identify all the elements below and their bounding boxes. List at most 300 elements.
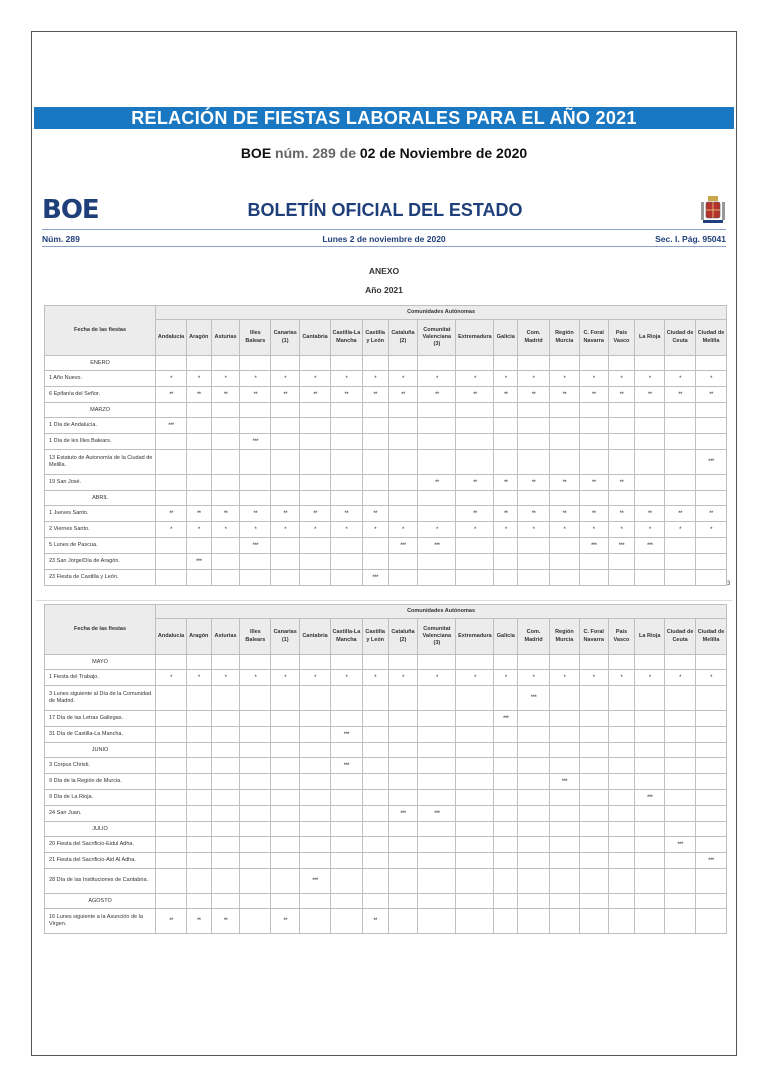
- holiday-mark: **: [196, 510, 201, 517]
- holiday-cell: [549, 475, 579, 491]
- holiday-cell: [156, 387, 187, 403]
- holiday-cell: [456, 686, 494, 711]
- holiday-cell: [186, 538, 211, 554]
- holiday-cell: [696, 387, 727, 403]
- holiday-row: [45, 670, 727, 686]
- header-column: La Rioja: [635, 320, 665, 356]
- empty-cell: [608, 356, 635, 371]
- empty-cell: [300, 356, 331, 371]
- holiday-cell: [418, 570, 456, 586]
- holiday-mark: ***: [168, 422, 174, 429]
- holiday-cell: [665, 538, 696, 554]
- holiday-cell: [665, 837, 696, 853]
- empty-cell: [300, 894, 331, 909]
- holiday-cell: [608, 387, 635, 403]
- holiday-mark: **: [709, 391, 713, 398]
- holiday-cell: [579, 727, 608, 743]
- holiday-cell: [494, 774, 518, 790]
- empty-cell: [608, 491, 635, 506]
- holiday-cell: [696, 774, 727, 790]
- holiday-cell: [665, 869, 696, 894]
- holiday-cell: [518, 790, 550, 806]
- empty-cell: [418, 743, 456, 758]
- holiday-cell: [696, 806, 727, 822]
- empty-cell: [518, 894, 550, 909]
- holiday-cell: [186, 727, 211, 743]
- holiday-mark: *: [504, 526, 507, 533]
- holiday-cell: [186, 806, 211, 822]
- holiday-cell: [456, 837, 494, 853]
- holiday-cell: [240, 790, 271, 806]
- holiday-cell: [388, 837, 418, 853]
- holiday-mark: *: [402, 674, 404, 681]
- holiday-cell: [549, 450, 579, 475]
- holiday-cell: [518, 686, 550, 711]
- holiday-mark: **: [503, 391, 508, 398]
- holiday-mark: *: [374, 526, 377, 533]
- empty-cell: [362, 743, 388, 758]
- holiday-label: 28 Día de las Instituciones de Cantabria.: [45, 869, 156, 894]
- empty-cell: [518, 822, 550, 837]
- holiday-cell: [418, 909, 456, 934]
- month-label: JUNIO: [45, 743, 156, 758]
- holiday-cell: [518, 506, 550, 522]
- holiday-mark: **: [647, 510, 652, 517]
- holiday-label: 21 Fiesta del Sacrificio-Aid Al Adha.: [45, 853, 156, 869]
- empty-cell: [418, 356, 456, 371]
- empty-cell: [549, 743, 579, 758]
- holiday-cell: [156, 758, 187, 774]
- holiday-row: [45, 538, 727, 554]
- holiday-cell: [388, 371, 418, 387]
- holiday-cell: [696, 554, 727, 570]
- holiday-cell: [494, 758, 518, 774]
- holiday-row: [45, 869, 727, 894]
- holiday-cell: [696, 475, 727, 491]
- empty-cell: [240, 655, 271, 670]
- holiday-cell: [240, 522, 271, 538]
- holiday-cell: [579, 853, 608, 869]
- empty-cell: [579, 403, 608, 418]
- holiday-mark: **: [678, 510, 682, 517]
- holiday-cell: [330, 727, 362, 743]
- holiday-cell: [608, 853, 635, 869]
- holiday-cell: [608, 418, 635, 434]
- holiday-cell: [271, 506, 300, 522]
- holiday-cell: [240, 538, 271, 554]
- holiday-cell: [696, 506, 727, 522]
- header-column: Aragón: [186, 619, 211, 655]
- holiday-cell: [211, 711, 240, 727]
- header-column: Castilla-La Mancha: [330, 619, 362, 655]
- holiday-cell: [608, 670, 635, 686]
- holiday-label: 17 Día de las Letras Gallegas.: [45, 711, 156, 727]
- empty-cell: [608, 822, 635, 837]
- empty-cell: [186, 491, 211, 506]
- holiday-mark: **: [591, 391, 596, 398]
- holiday-cell: [300, 869, 331, 894]
- holiday-cell: [156, 538, 187, 554]
- holiday-cell: [388, 522, 418, 538]
- empty-cell: [156, 356, 187, 371]
- holiday-cell: [696, 727, 727, 743]
- holiday-cell: [518, 837, 550, 853]
- holiday-mark: *: [592, 526, 595, 533]
- holiday-cell: [696, 418, 727, 434]
- holiday-cell: [549, 837, 579, 853]
- holiday-mark: ***: [434, 542, 440, 549]
- empty-cell: [330, 403, 362, 418]
- holiday-cell: [665, 387, 696, 403]
- month-label: ENERO: [45, 356, 156, 371]
- header-date-column: Fecha de las fiestas: [45, 605, 156, 655]
- holiday-cell: [579, 371, 608, 387]
- holiday-cell: [579, 790, 608, 806]
- holiday-mark: *: [254, 375, 257, 382]
- holiday-cell: [186, 371, 211, 387]
- holiday-cell: [608, 837, 635, 853]
- header-column: Región Murcia: [549, 619, 579, 655]
- holiday-cell: [211, 387, 240, 403]
- empty-cell: [211, 403, 240, 418]
- empty-cell: [418, 655, 456, 670]
- holiday-cell: [518, 711, 550, 727]
- holiday-mark: **: [196, 918, 201, 924]
- empty-cell: [494, 743, 518, 758]
- holiday-cell: [271, 758, 300, 774]
- holiday-mark: *: [648, 526, 651, 533]
- holiday-cell: [330, 853, 362, 869]
- holiday-cell: [362, 434, 388, 450]
- holiday-mark: ***: [708, 857, 714, 864]
- holiday-cell: [388, 853, 418, 869]
- empty-cell: [665, 403, 696, 418]
- holiday-cell: [330, 570, 362, 586]
- holiday-cell: [635, 450, 665, 475]
- holiday-cell: [156, 506, 187, 522]
- holiday-mark: **: [313, 391, 317, 398]
- holiday-cell: [456, 434, 494, 450]
- holiday-cell: [271, 371, 300, 387]
- page-mark: 3: [727, 581, 731, 587]
- holiday-cell: [456, 506, 494, 522]
- header-column: Andalucía: [156, 619, 187, 655]
- holiday-cell: [494, 554, 518, 570]
- holiday-row: [45, 554, 727, 570]
- holiday-cell: [330, 506, 362, 522]
- empty-cell: [418, 894, 456, 909]
- holiday-cell: [494, 853, 518, 869]
- holiday-cell: [156, 837, 187, 853]
- empty-cell: [549, 403, 579, 418]
- header-column: Galicia: [494, 619, 518, 655]
- holiday-cell: [635, 711, 665, 727]
- holiday-label: 31 Día de Castilla-La Mancha.: [45, 727, 156, 743]
- empty-cell: [549, 894, 579, 909]
- empty-cell: [362, 356, 388, 371]
- holiday-mark: **: [562, 391, 567, 398]
- empty-cell: [549, 491, 579, 506]
- holiday-cell: [362, 686, 388, 711]
- holiday-cell: [696, 434, 727, 450]
- holiday-cell: [271, 387, 300, 403]
- holiday-cell: [362, 538, 388, 554]
- holiday-mark: **: [253, 510, 258, 517]
- holiday-cell: [579, 711, 608, 727]
- holiday-mark: **: [678, 391, 682, 398]
- holiday-cell: [156, 869, 187, 894]
- empty-cell: [494, 491, 518, 506]
- holiday-cell: [518, 570, 550, 586]
- holiday-row: [45, 450, 727, 475]
- holiday-mark: **: [709, 510, 713, 517]
- empty-cell: [211, 822, 240, 837]
- holidays-table-part-2: [44, 604, 727, 934]
- holiday-cell: [330, 869, 362, 894]
- holiday-mark: *: [710, 526, 712, 533]
- holiday-mark: **: [591, 510, 596, 517]
- header-row-group: [45, 605, 727, 619]
- holiday-cell: [579, 670, 608, 686]
- holiday-mark: *: [563, 526, 566, 533]
- holiday-label: 3 Corpus Christi.: [45, 758, 156, 774]
- holiday-cell: [186, 758, 211, 774]
- holiday-cell: [549, 686, 579, 711]
- holiday-cell: [271, 570, 300, 586]
- holiday-cell: [456, 670, 494, 686]
- holiday-mark: **: [531, 510, 536, 517]
- holiday-cell: [494, 806, 518, 822]
- holiday-mark: ***: [400, 542, 406, 549]
- holiday-mark: **: [562, 510, 567, 517]
- month-row: [45, 655, 727, 670]
- header-column: Ciudad de Melilla: [696, 619, 727, 655]
- header-column: Cantabria: [300, 320, 331, 356]
- holiday-mark: *: [224, 375, 227, 382]
- holiday-mark: ***: [434, 810, 440, 817]
- holiday-cell: [186, 774, 211, 790]
- holiday-cell: [271, 418, 300, 434]
- holiday-mark: *: [532, 526, 535, 533]
- holiday-cell: [518, 554, 550, 570]
- page-banner-title: RELACIÓN DE FIESTAS LABORALES PARA EL AÑO 2021: [34, 107, 734, 129]
- empty-cell: [362, 491, 388, 506]
- holiday-cell: [696, 450, 727, 475]
- holiday-cell: [494, 450, 518, 475]
- holiday-cell: [362, 837, 388, 853]
- holiday-cell: [549, 554, 579, 570]
- header-column: Región Murcia: [549, 320, 579, 356]
- holiday-cell: [549, 506, 579, 522]
- empty-cell: [608, 655, 635, 670]
- holidays-table-part-1: [44, 305, 727, 586]
- holiday-cell: [300, 774, 331, 790]
- month-row: [45, 403, 727, 418]
- holiday-cell: [211, 869, 240, 894]
- empty-cell: [418, 491, 456, 506]
- empty-cell: [186, 356, 211, 371]
- holiday-cell: [300, 686, 331, 711]
- holiday-cell: [271, 434, 300, 450]
- holiday-mark: *: [197, 526, 200, 533]
- annex-heading: ANEXO: [368, 266, 400, 276]
- header-communities-group: Comunidades Autónomas: [156, 605, 727, 619]
- holiday-mark: *: [620, 526, 623, 533]
- header-column: Ciudad de Ceuta: [665, 320, 696, 356]
- empty-cell: [456, 743, 494, 758]
- holiday-cell: [665, 371, 696, 387]
- holiday-cell: [579, 506, 608, 522]
- holiday-label: 9 Día de La Rioja.: [45, 790, 156, 806]
- holiday-cell: [518, 869, 550, 894]
- header-column: La Rioja: [635, 619, 665, 655]
- holiday-row: [45, 806, 727, 822]
- holiday-cell: [211, 522, 240, 538]
- header-column: Cataluña (2): [388, 320, 418, 356]
- holiday-row: [45, 570, 727, 586]
- holiday-cell: [240, 686, 271, 711]
- holiday-cell: [240, 371, 271, 387]
- holiday-cell: [494, 909, 518, 934]
- empty-cell: [456, 403, 494, 418]
- holiday-label: 23 San Jorge/Día de Aragón.: [45, 554, 156, 570]
- holiday-cell: [271, 853, 300, 869]
- holiday-cell: [388, 538, 418, 554]
- header-column: Com. Madrid: [518, 619, 550, 655]
- holiday-mark: **: [562, 479, 567, 486]
- holiday-label: 1 Año Nuevo.: [45, 371, 156, 387]
- holiday-cell: [418, 711, 456, 727]
- masthead-rule-top: [42, 229, 726, 230]
- empty-cell: [635, 491, 665, 506]
- holiday-mark: *: [620, 674, 623, 681]
- holiday-cell: [518, 774, 550, 790]
- holiday-mark: *: [314, 674, 316, 681]
- holiday-cell: [418, 434, 456, 450]
- empty-cell: [156, 655, 187, 670]
- empty-cell: [665, 894, 696, 909]
- holiday-mark: **: [647, 391, 652, 398]
- holiday-mark: *: [374, 375, 377, 382]
- holiday-mark: **: [503, 510, 508, 517]
- holiday-mark: *: [679, 674, 682, 681]
- holiday-mark: ***: [372, 574, 378, 581]
- holiday-cell: [362, 853, 388, 869]
- holiday-mark: **: [401, 391, 405, 398]
- holiday-cell: [240, 806, 271, 822]
- holiday-cell: [418, 853, 456, 869]
- holiday-cell: [579, 570, 608, 586]
- empty-cell: [186, 655, 211, 670]
- holiday-cell: [418, 727, 456, 743]
- holiday-cell: [456, 475, 494, 491]
- holiday-cell: [549, 538, 579, 554]
- subtitle-boe: BOE: [240, 145, 272, 161]
- holiday-mark: **: [373, 510, 378, 517]
- empty-cell: [696, 491, 727, 506]
- holiday-cell: [635, 909, 665, 934]
- holiday-cell: [186, 790, 211, 806]
- holiday-cell: [456, 853, 494, 869]
- holiday-cell: [696, 371, 727, 387]
- holiday-cell: [456, 387, 494, 403]
- header-row-group: [45, 306, 727, 320]
- holiday-cell: [240, 711, 271, 727]
- holiday-mark: *: [284, 526, 287, 533]
- empty-cell: [579, 743, 608, 758]
- holiday-cell: [518, 806, 550, 822]
- empty-cell: [549, 655, 579, 670]
- empty-cell: [300, 491, 331, 506]
- header-column: Andalucía: [156, 320, 187, 356]
- holiday-cell: [518, 387, 550, 403]
- holiday-cell: [330, 538, 362, 554]
- holiday-cell: [696, 837, 727, 853]
- empty-cell: [330, 655, 362, 670]
- month-row: [45, 743, 727, 758]
- empty-cell: [518, 491, 550, 506]
- holiday-cell: [635, 387, 665, 403]
- holiday-cell: [388, 909, 418, 934]
- holiday-cell: [300, 371, 331, 387]
- holiday-mark: **: [503, 479, 508, 486]
- month-row: [45, 356, 727, 371]
- holiday-mark: *: [345, 674, 348, 681]
- holiday-cell: [549, 570, 579, 586]
- holiday-cell: [518, 538, 550, 554]
- holiday-mark: *: [563, 674, 566, 681]
- holiday-cell: [418, 837, 456, 853]
- holiday-cell: [635, 790, 665, 806]
- holiday-mark: **: [531, 391, 536, 398]
- holiday-cell: [156, 774, 187, 790]
- holiday-row: [45, 434, 727, 450]
- holiday-cell: [494, 727, 518, 743]
- empty-cell: [240, 356, 271, 371]
- holiday-cell: [388, 670, 418, 686]
- holiday-cell: [549, 670, 579, 686]
- holiday-mark: *: [648, 375, 651, 382]
- holiday-cell: [608, 538, 635, 554]
- holiday-cell: [456, 774, 494, 790]
- holiday-cell: [330, 418, 362, 434]
- holiday-cell: [549, 522, 579, 538]
- holiday-cell: [388, 387, 418, 403]
- holiday-cell: [271, 869, 300, 894]
- holiday-cell: [211, 371, 240, 387]
- empty-cell: [211, 743, 240, 758]
- holiday-cell: [494, 371, 518, 387]
- holiday-mark: **: [223, 510, 228, 517]
- holiday-cell: [211, 790, 240, 806]
- holiday-cell: [635, 670, 665, 686]
- holiday-mark: **: [373, 918, 378, 924]
- holiday-cell: [186, 554, 211, 570]
- holiday-mark: ***: [647, 542, 653, 549]
- holiday-cell: [186, 570, 211, 586]
- holiday-mark: **: [344, 510, 349, 517]
- holiday-row: [45, 758, 727, 774]
- month-label: MARZO: [45, 403, 156, 418]
- empty-cell: [494, 894, 518, 909]
- empty-cell: [494, 356, 518, 371]
- holiday-cell: [456, 418, 494, 434]
- holiday-mark: *: [197, 375, 200, 382]
- holiday-cell: [494, 434, 518, 450]
- holiday-mark: ***: [530, 695, 537, 701]
- empty-cell: [456, 894, 494, 909]
- empty-cell: [186, 822, 211, 837]
